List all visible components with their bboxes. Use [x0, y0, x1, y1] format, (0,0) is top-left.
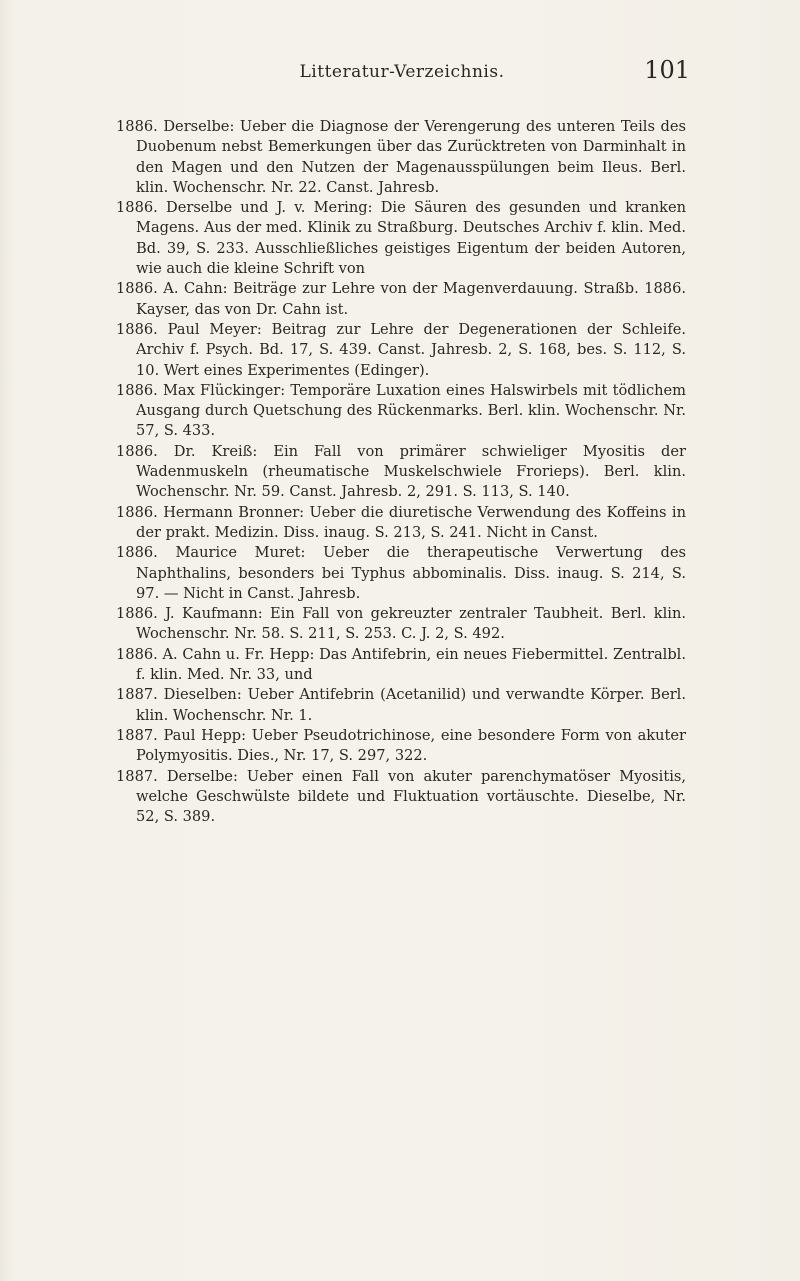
bibliography-entry: 1887. Derselbe: Ueber einen Fall von akuter parenchymatöser Myositis, welche Geschwülste bildete und Fluktuation vortäuschte. Dieselbe, Nr. 52, S. 389.	[116, 767, 686, 826]
page-header	[114, 56, 690, 88]
bibliography-entry: 1886. Hermann Bronner: Ueber die diuretische Verwendung des Koffeins in der prakt. Medizin. Diss. inaug. S. 213, S. 241. Nicht in Canst.	[116, 503, 686, 541]
bibliography-entry: 1886. Derselbe und J. v. Mering: Die Säuren des gesunden und kranken Magens. Aus der med. Klinik zu Straßburg. Deutsches Archiv f. klin. Med. Bd. 39, S. 233. Ausschließliches geistiges Eigentum der beiden Autoren, wie auch die kleine Schrift von	[116, 199, 686, 278]
bibliography-entry: 1887. Paul Hepp: Ueber Pseudotrichinose, eine besondere Form von akuter Polymyositis. Dies., Nr. 17, S. 297, 322.	[116, 726, 686, 765]
bibliography-entry: 1887. Dieselben: Ueber Antifebrin (Acetanilid) und verwandte Körper. Berl. klin. Wochenschr. Nr. 1.	[116, 686, 686, 724]
running-head: Litteratur-Verzeichnis.	[299, 62, 505, 82]
bibliography-entry: 1886. A. Cahn: Beiträge zur Lehre von der Magenverdauung. Straßb. 1886. Kayser, das von Dr. Cahn ist.	[116, 280, 686, 318]
bibliography-entry: 1886. Paul Meyer: Beitrag zur Lehre der Degenerationen der Schleife. Archiv f. Psych. Bd. 17, S. 439. Canst. Jahresb. 2, S. 168, bes. S. 112, S. 10. Wert eines Experimentes (Edinger).	[116, 320, 686, 379]
bibliography-entry: 1886. A. Cahn u. Fr. Hepp: Das Antifebrin, ein neues Fiebermittel. Zentralbl. f. klin. Med. Nr. 33, und	[116, 645, 686, 684]
bibliography-entry: 1886. Dr. Kreiß: Ein Fall von primärer schwieliger Myositis der Wadenmuskeln (rheumatische Muskelschwiele Frorieps). Berl. klin. Wochenschr. Nr. 59. Canst. Jahresb. 2, 291. S. 113, S. 140.	[116, 442, 686, 501]
bibliography-list	[116, 117, 686, 827]
bibliography-entry: 1886. Derselbe: Ueber die Diagnose der Verengerung des unteren Teils des Duobenum nebst Bemerkungen über das Zurücktreten von Darminhalt in den Magen und den Nutzen der Magenausspülungen beim Ileus. Berl. klin. Wochenschr. Nr. 22. Canst. Jahresb.	[116, 118, 686, 196]
bibliography-entry: 1886. J. Kaufmann: Ein Fall von gekreuzter zentraler Taubheit. Berl. klin. Wochenschr. Nr. 58. S. 211, S. 253. C. J. 2, S. 492.	[116, 605, 686, 643]
bibliography-entry: 1886. Maurice Muret: Ueber die therapeutische Verwertung des Naphthalins, besonders bei Typhus abbominalis. Diss. inaug. S. 214, S. 97. — Nicht in Canst. Jahresb.	[116, 544, 686, 602]
page-number: 101	[644, 56, 690, 84]
bibliography-entry: 1886. Max Flückinger: Temporäre Luxation eines Halswirbels mit tödlichem Ausgang durch Quetschung des Rückenmarks. Berl. klin. Wochenschr. Nr. 57, S. 433.	[116, 381, 686, 440]
